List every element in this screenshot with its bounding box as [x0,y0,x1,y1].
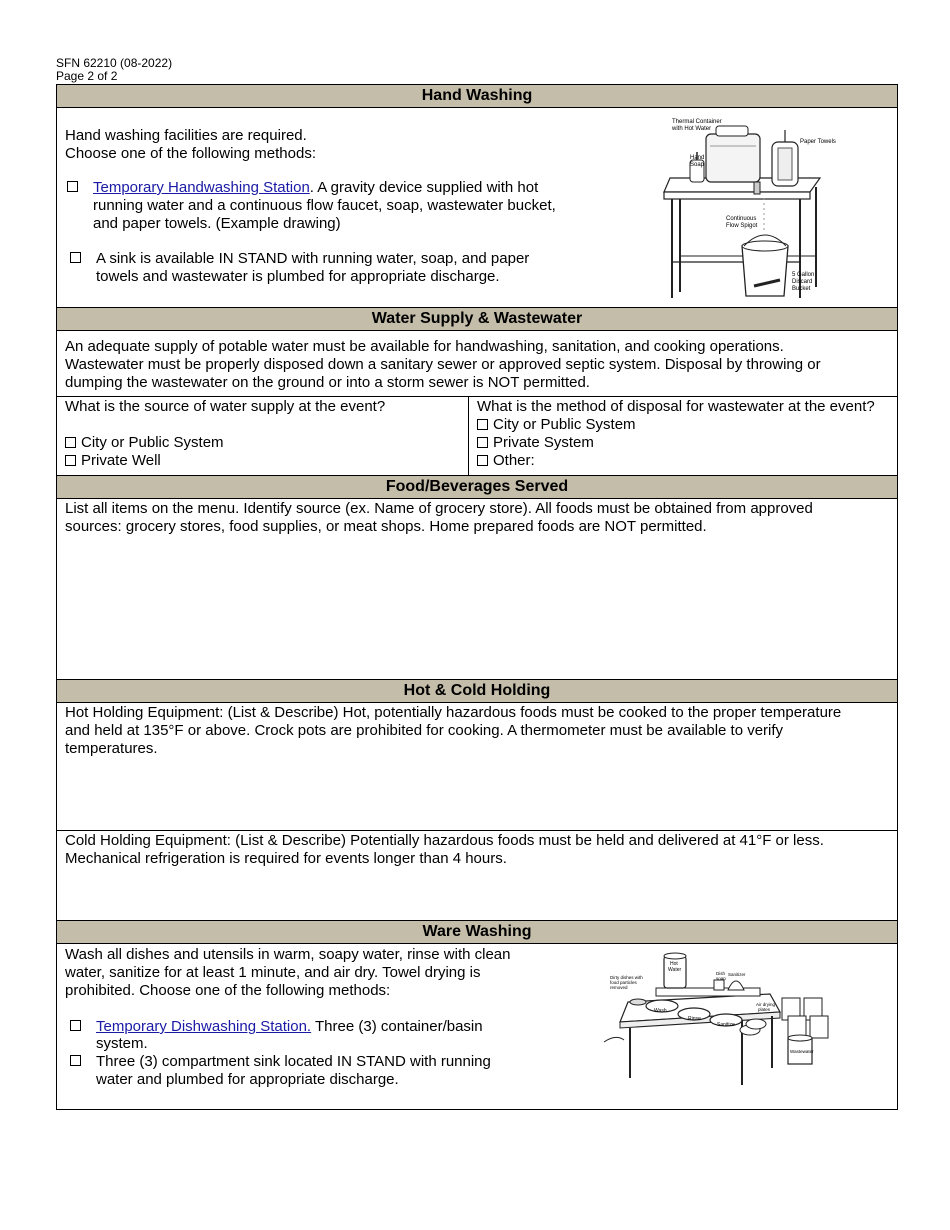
ware-label-hot: Hot [670,961,678,967]
hand-washing-line2: Choose one of the following methods: [65,145,316,162]
drawing-label-soap: Soap [690,162,705,168]
water-supply-p3: dumping the wastewater on the ground or into a storm sewer is NOT permitted. [65,374,590,391]
ware-label-rinse: Rinse [688,1016,701,1022]
section-title-holding: Hot & Cold Holding [56,679,898,703]
ware-label-wastewater: Wastewater [790,1049,814,1054]
ware-label-dirty-l2: food particles [610,980,637,985]
hot-holding-line3: temperatures. [65,740,158,757]
section-title-food: Food/Beverages Served [56,475,898,499]
ware-line2: water, sanitize for at least 1 minute, and air dry. Towel drying is [65,964,481,981]
drawing-label-thermal-l2: with Hot Water [672,126,712,132]
water-source-option-city[interactable]: City or Public System [65,434,224,452]
ware-option1-text: Three (3) container/basin [311,1018,483,1035]
temporary-dishwashing-station-link[interactable]: Temporary Dishwashing Station. [96,1018,312,1035]
section-title-ware-washing: Ware Washing [56,920,898,944]
ware-label-dish: Dish [716,971,726,976]
handwashing-option2-line2: towels and wastewater is plumbed for appropriate discharge. [96,268,500,285]
ware-label-dirty-l3: removed [610,985,628,990]
disposal-option-other[interactable]: Other: [477,452,535,470]
disposal-other-checkbox[interactable] [477,455,488,466]
ware-label-wash: Wash [654,1008,667,1014]
drawing-label-spigot-l2: Flow Spigot [726,223,758,229]
handwashing-option1-text: . A gravity device supplied with hot [309,179,539,196]
dishwashing-station-checkbox[interactable] [70,1020,81,1031]
dishwashing-station-drawing [600,950,840,1090]
handwashing-option1-line2: running water and a continuous flow faucet, soap, wastewater bucket, [93,197,556,214]
handwashing-option1-line1 [93,179,538,197]
food-p1: List all items on the menu. Identify source (ex. Name of grocery store). All foods must be obtained from approved [65,500,813,517]
sink-in-stand-checkbox[interactable] [70,252,81,263]
ware-label-soap: soap [716,976,726,981]
ware-label-sanitizer: Sanitizer [728,972,746,977]
water-source-well-checkbox[interactable] [65,455,76,466]
drawing-label-bucket-l1: 5 Gallon [792,272,815,278]
disposal-option-private[interactable]: Private System [477,434,594,452]
ware-option2-line2: water and plumbed for appropriate discharge. [96,1071,399,1088]
compartment-sink-checkbox[interactable] [70,1055,81,1066]
ware-label-air-l2: plates [758,1007,771,1012]
water-divider [56,396,898,397]
ware-option1-line1 [96,1018,483,1036]
drawing-label-hand: Hand [690,155,705,161]
temporary-handwashing-station-link[interactable]: Temporary Handwashing Station [93,179,310,196]
handwashing-station-checkbox[interactable] [67,181,78,192]
form-number: SFN 62210 (08-2022) [56,56,173,70]
handwashing-option2-line1: A sink is available IN STAND with running water, soap, and paper [96,250,530,267]
drawing-label-bucket-l3: Bucket [792,286,811,292]
food-menu-entry-area[interactable] [60,540,894,676]
handwashing-station-drawing [660,112,850,304]
water-source-question: What is the source of water supply at the event? [65,398,386,415]
cold-holding-line1: Cold Holding Equipment: (List & Describe) Potentially hazardous foods must be held and delivered at 41°F or less. [65,832,824,849]
hot-holding-line2: and held at 135°F or above. Crock pots are prohibited for cooking. A thermometer must be available to verify [65,722,784,739]
hot-holding-entry-area[interactable] [60,762,894,828]
cold-holding-entry-area[interactable] [60,872,894,918]
drawing-label-thermal-l1: Thermal Container [672,119,722,125]
section-title-hand-washing: Hand Washing [56,84,898,108]
ware-option1-line2: system. [96,1035,148,1052]
holding-divider [56,830,898,831]
cold-holding-line2: Mechanical refrigeration is required for events longer than 4 hours. [65,850,507,867]
water-column-divider [468,396,469,475]
page-number: Page 2 of 2 [56,69,118,83]
water-source-city-checkbox[interactable] [65,437,76,448]
ware-label-dirty-l1: Dirty dishes with [610,975,643,980]
disposal-private-checkbox[interactable] [477,437,488,448]
disposal-option-city[interactable]: City or Public System [477,416,636,434]
ware-label-water: Water [668,967,682,973]
water-source-option-well[interactable]: Private Well [65,452,161,470]
section-title-water-supply: Water Supply & Wastewater [56,307,898,331]
drawing-label-spigot-l1: Continuous [726,216,757,222]
drawing-label-bucket-l2: Discard [792,279,813,285]
wastewater-disposal-question: What is the method of disposal for wastewater at the event? [477,398,875,415]
ware-label-sanitize: Sanitize [717,1022,735,1028]
drawing-label-paper-towels: Paper Towels [800,139,836,145]
ware-label-air-l1: Air drying [756,1002,776,1007]
ware-line1: Wash all dishes and utensils in warm, soapy water, rinse with clean [65,946,511,963]
hot-holding-line1: Hot Holding Equipment: (List & Describe) Hot, potentially hazardous foods must be cooked to the proper temperature [65,704,842,721]
disposal-city-checkbox[interactable] [477,419,488,430]
water-supply-p2: Wastewater must be properly disposed down a sanitary sewer or approved septic system. Disposal by throwing or [65,356,821,373]
food-p2: sources: grocery stores, food supplies, or meat shops. Home prepared foods are NOT permitted. [65,518,707,535]
ware-option2-line1: Three (3) compartment sink located IN STAND with running [96,1053,491,1070]
ware-line3: prohibited. Choose one of the following methods: [65,982,391,999]
water-supply-p1: An adequate supply of potable water must be available for handwashing, sanitation, and cooking operations. [65,338,784,355]
handwashing-option1-line3: and paper towels. (Example drawing) [93,215,341,232]
hand-washing-line1: Hand washing facilities are required. [65,127,307,144]
